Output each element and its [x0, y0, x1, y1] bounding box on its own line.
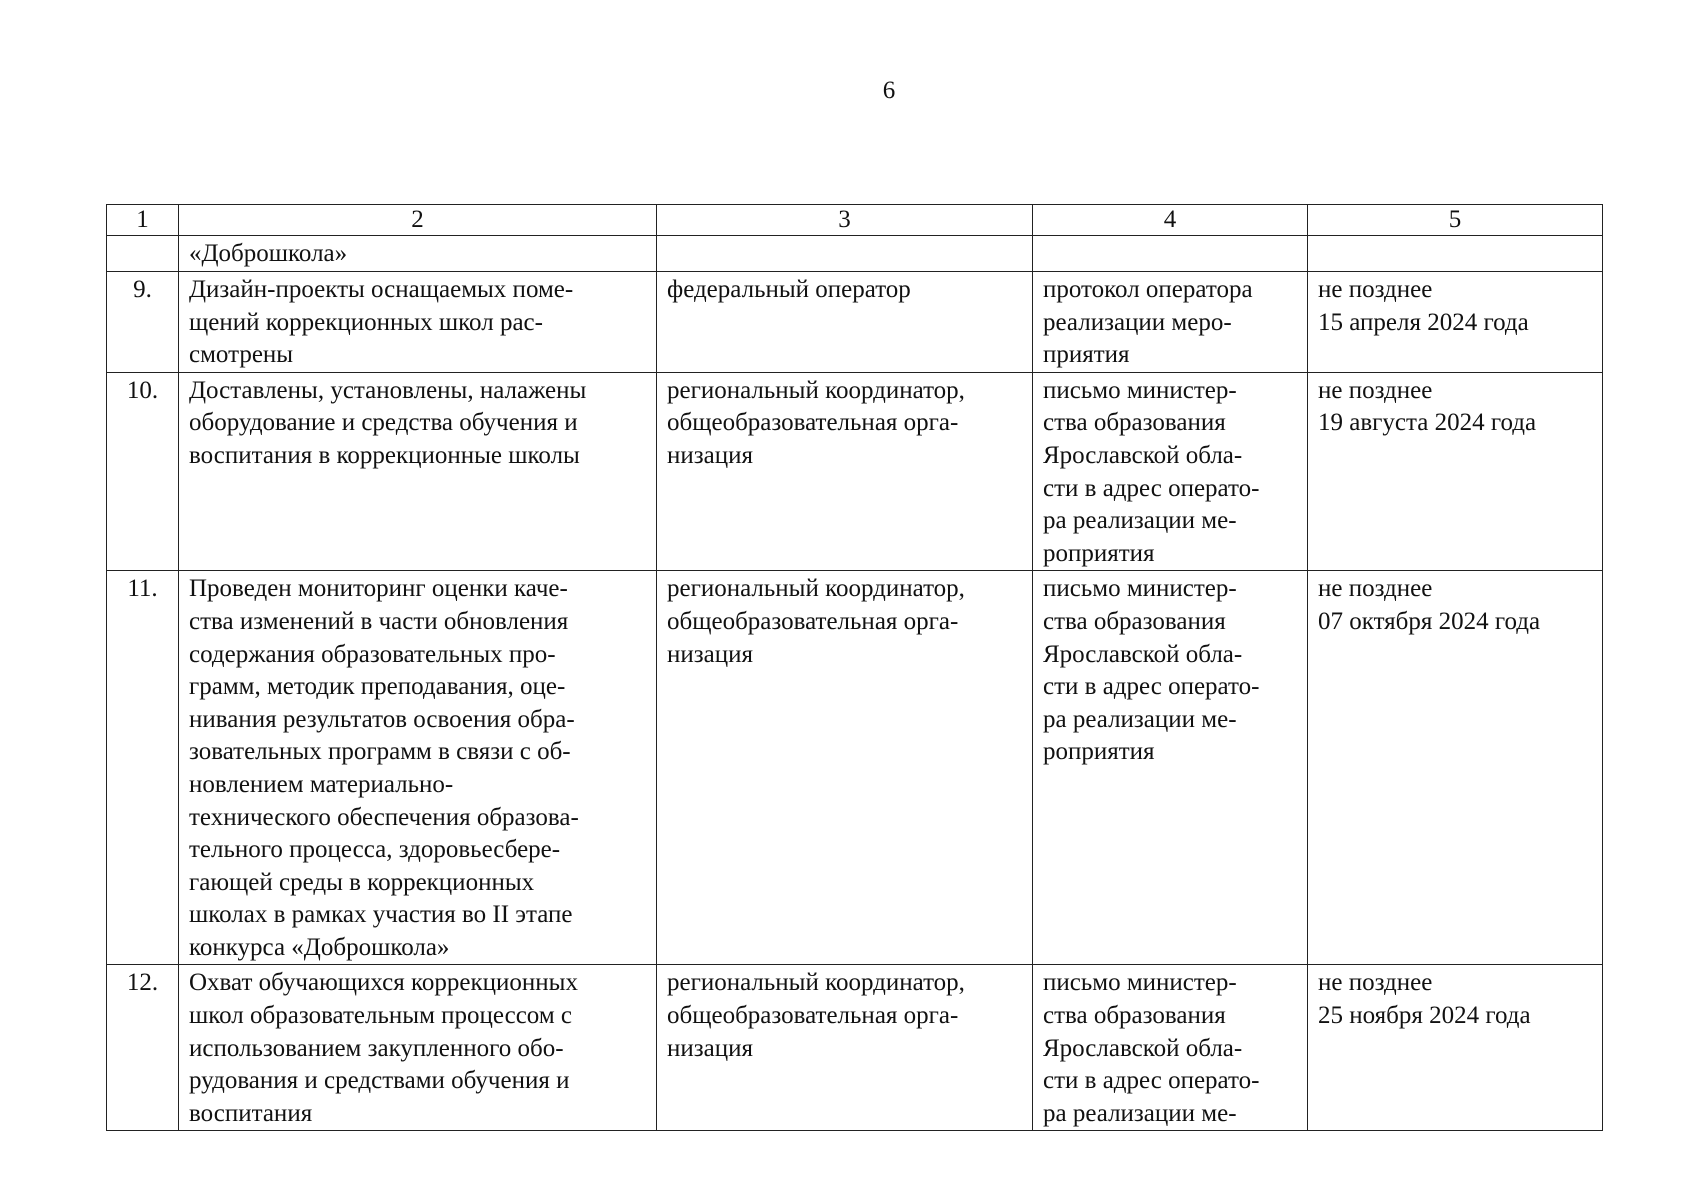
cell-line: новлением материально- — [189, 770, 454, 798]
cell-line: гающей среды в коррекционных — [189, 868, 535, 896]
cell-line: не позднее — [1318, 376, 1433, 404]
cell-line: Доставлены, установлены, налажены — [189, 376, 587, 404]
cell-line: зовательных программ в связи с об- — [189, 738, 571, 766]
cell-line: Проведен мониторинг оценки каче- — [189, 575, 568, 603]
event-cell — [179, 571, 657, 965]
table-row — [107, 571, 1603, 965]
cell-line: сти в адрес операто- — [1043, 474, 1260, 502]
cell-line: 25 ноября 2024 года — [1318, 1002, 1531, 1030]
cell-line: нивания результатов освоения обра- — [189, 705, 575, 733]
cell-line: смотрены — [189, 341, 294, 369]
cell-line: содержания образовательных про- — [189, 640, 556, 668]
cell-line: не позднее — [1318, 276, 1433, 303]
cell-line: низация — [667, 640, 753, 668]
deadline-cell — [1308, 272, 1603, 373]
cell-line: Ярославской обла- — [1043, 640, 1243, 668]
cell-line: региональный координатор, — [667, 376, 965, 404]
cell-line: оборудование и средства обучения и — [189, 409, 578, 437]
table-row — [107, 965, 1603, 1131]
cell-line: письмо министер- — [1043, 575, 1237, 603]
cell-line: низация — [667, 1034, 753, 1062]
cell-line: школах в рамках участия во II этапе — [189, 901, 573, 929]
cell-line: низация — [667, 441, 753, 469]
cell-line: протокол оператора — [1043, 276, 1253, 303]
cell-line: ства изменений в части обновления — [189, 607, 569, 635]
cell-line: использованием закупленного обо- — [189, 1034, 564, 1062]
cell-line: реализации меро- — [1043, 308, 1232, 336]
event-cell — [179, 965, 657, 1131]
deadline-cell — [1308, 571, 1603, 965]
cell-line: воспитания — [189, 1099, 313, 1127]
measures-table — [106, 204, 1603, 1131]
column-header-2: 2 — [179, 205, 657, 236]
cell-line: ства образования — [1043, 1002, 1226, 1030]
document-cell — [1033, 965, 1308, 1131]
cell-line: грамм, методик преподавания, оце- — [189, 673, 566, 701]
column-header-3: 3 — [657, 205, 1033, 236]
cell-line: ства образования — [1043, 607, 1226, 635]
responsible-cell — [657, 571, 1033, 965]
cell-line: Охват обучающихся коррекционных — [189, 969, 578, 997]
cell-line: рудования и средствами обучения и — [189, 1067, 570, 1095]
table-header-row — [107, 205, 1603, 236]
row-number: 12. — [107, 965, 179, 1131]
cell-line: не позднее — [1318, 575, 1433, 603]
cell-line: тельного процесса, здоровьесбере- — [189, 836, 561, 864]
cell-line: 19 августа 2024 года — [1318, 409, 1537, 437]
cell-line: Ярославской обла- — [1043, 441, 1243, 469]
column-header-5: 5 — [1308, 205, 1603, 236]
responsible-cell — [657, 236, 1033, 272]
row-number — [107, 236, 179, 272]
cell-line: ства образования — [1043, 409, 1226, 437]
cell-line: не позднее — [1318, 969, 1433, 997]
cell-line: воспитания в коррекционные школы — [189, 441, 580, 469]
cell-line: Ярославской обла- — [1043, 1034, 1243, 1062]
document-cell — [1033, 372, 1308, 571]
cell-line: 07 октября 2024 года — [1318, 607, 1541, 635]
document-cell — [1033, 571, 1308, 965]
cell-line: Дизайн-проекты оснащаемых поме- — [189, 276, 574, 303]
cell-line: сти в адрес операто- — [1043, 673, 1260, 701]
cell-line: ра реализации ме- — [1043, 507, 1237, 535]
row-number: 11. — [107, 571, 179, 965]
cell-line: «Доброшкола» — [189, 240, 348, 267]
deadline-cell — [1308, 372, 1603, 571]
event-cell — [179, 236, 657, 272]
cell-line: приятия — [1043, 341, 1130, 369]
table-row-continuation — [107, 236, 1603, 272]
responsible-cell — [657, 272, 1033, 373]
responsible-cell — [657, 965, 1033, 1131]
table-row — [107, 272, 1603, 373]
cell-line: общеобразовательная орга- — [667, 607, 959, 635]
cell-line: федеральный оператор — [667, 276, 911, 303]
event-cell — [179, 372, 657, 571]
cell-line: школ образовательным процессом с — [189, 1002, 572, 1030]
cell-line: письмо министер- — [1043, 376, 1237, 404]
cell-line: региональный координатор, — [667, 575, 965, 603]
cell-line: технического обеспечения образова- — [189, 803, 579, 831]
deadline-cell — [1308, 965, 1603, 1131]
cell-line: 15 апреля 2024 года — [1318, 308, 1529, 336]
column-header-4: 4 — [1033, 205, 1308, 236]
cell-line: письмо министер- — [1043, 969, 1237, 997]
cell-line: роприятия — [1043, 738, 1155, 766]
cell-line: ра реализации ме- — [1043, 1099, 1237, 1127]
document-cell — [1033, 272, 1308, 373]
cell-line: ра реализации ме- — [1043, 705, 1237, 733]
row-number: 10. — [107, 372, 179, 571]
page-number: 6 — [882, 77, 896, 104]
cell-line: сти в адрес операто- — [1043, 1067, 1260, 1095]
cell-line: общеобразовательная орга- — [667, 409, 959, 437]
cell-line: общеобразовательная орга- — [667, 1002, 959, 1030]
cell-line: конкурса «Доброшкола» — [189, 933, 450, 961]
cell-line: роприятия — [1043, 539, 1155, 567]
cell-line: щений коррекционных школ рас- — [189, 308, 543, 336]
row-number: 9. — [107, 272, 179, 373]
deadline-cell — [1308, 236, 1603, 272]
event-cell — [179, 272, 657, 373]
column-header-1: 1 — [107, 205, 179, 236]
responsible-cell — [657, 372, 1033, 571]
table-row — [107, 372, 1603, 571]
document-cell — [1033, 236, 1308, 272]
cell-line: региональный координатор, — [667, 969, 965, 997]
